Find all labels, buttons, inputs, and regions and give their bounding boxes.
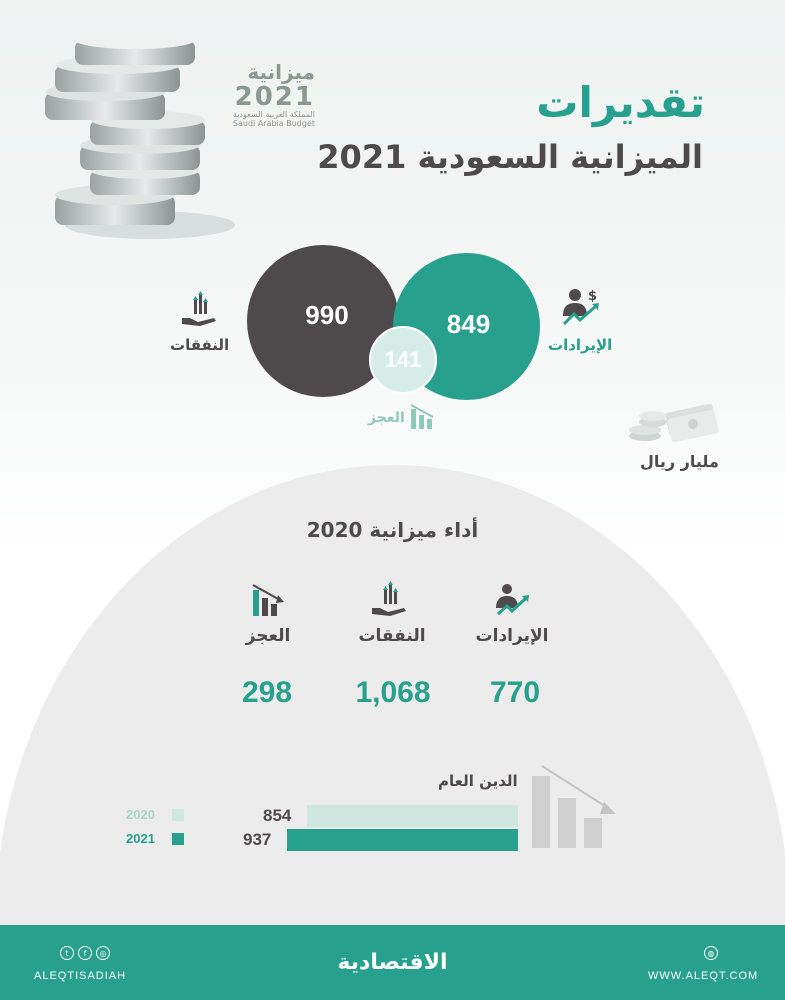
deficit-2020-value: 298 <box>241 676 293 709</box>
logo-line1: ميزانية <box>247 60 315 84</box>
social-handle: ALEQTISADIAH <box>34 970 127 982</box>
instagram-icon[interactable]: ◎ <box>96 946 110 960</box>
unit-label: مليار ريال <box>640 452 719 471</box>
legend-year-2021: 2021 <box>126 831 155 846</box>
debt-value-2021: 937 <box>243 830 272 849</box>
brand-logo: الاقتصادية <box>337 950 448 975</box>
deficit-value: 141 <box>384 347 422 372</box>
debt-bar-2020 <box>307 805 518 827</box>
page-subtitle: الميزانية السعودية 2021 <box>317 138 703 176</box>
website-link[interactable]: WWW.ALEQT.COM <box>648 970 759 982</box>
revenues-label: الإيرادات <box>548 336 613 354</box>
expenses-value: 990 <box>305 299 349 330</box>
logo-line4: Saudi Arabia Budget <box>232 119 315 128</box>
revenues-2020-label: الإيرادات <box>475 626 549 646</box>
facebook-icon[interactable]: f <box>78 946 92 960</box>
businessman-growth-icon <box>558 286 602 330</box>
twitter-icon[interactable]: t <box>60 946 74 960</box>
logo-line3: المملكة العربية السعودية <box>232 110 315 119</box>
legend-year-2020: 2020 <box>126 807 155 822</box>
performance-2020-title: أداء ميزانية 2020 <box>306 518 479 542</box>
web-icon[interactable]: ◍ <box>704 946 718 960</box>
budget-2021-logo <box>195 60 315 135</box>
logo-line2: 2021 <box>234 82 315 112</box>
debt-value-2020: 854 <box>263 806 292 825</box>
hand-growth-icon-2020 <box>370 580 410 618</box>
deficit-2020-label: العجز <box>245 626 291 646</box>
hand-growth-icon <box>180 290 220 328</box>
debt-bar-2021 <box>287 829 518 851</box>
deficit-circle <box>369 326 437 394</box>
expenses-2020-label: النفقات <box>358 626 426 646</box>
performance-section-background <box>0 465 785 1000</box>
declining-bars-icon <box>409 403 437 429</box>
expenses-label: النفقات <box>170 336 230 354</box>
svg-text:$: $ <box>588 289 598 304</box>
legend-swatch-2021 <box>172 833 184 845</box>
businessman-growth-icon-2020 <box>492 582 532 618</box>
expenses-2020-value: 1,068 <box>355 676 431 709</box>
legend-swatch-2020 <box>172 809 184 821</box>
deficit-label: العجز <box>368 410 405 426</box>
page-title: تقديرات <box>536 78 705 127</box>
revenues-2020-value: 770 <box>489 676 541 709</box>
revenues-value: 849 <box>446 309 491 339</box>
public-debt-label: الدين العام <box>438 772 518 790</box>
declining-bars-debt-icon <box>528 762 620 852</box>
declining-bars-icon-2020 <box>250 582 286 616</box>
money-stack-icon <box>625 400 720 442</box>
